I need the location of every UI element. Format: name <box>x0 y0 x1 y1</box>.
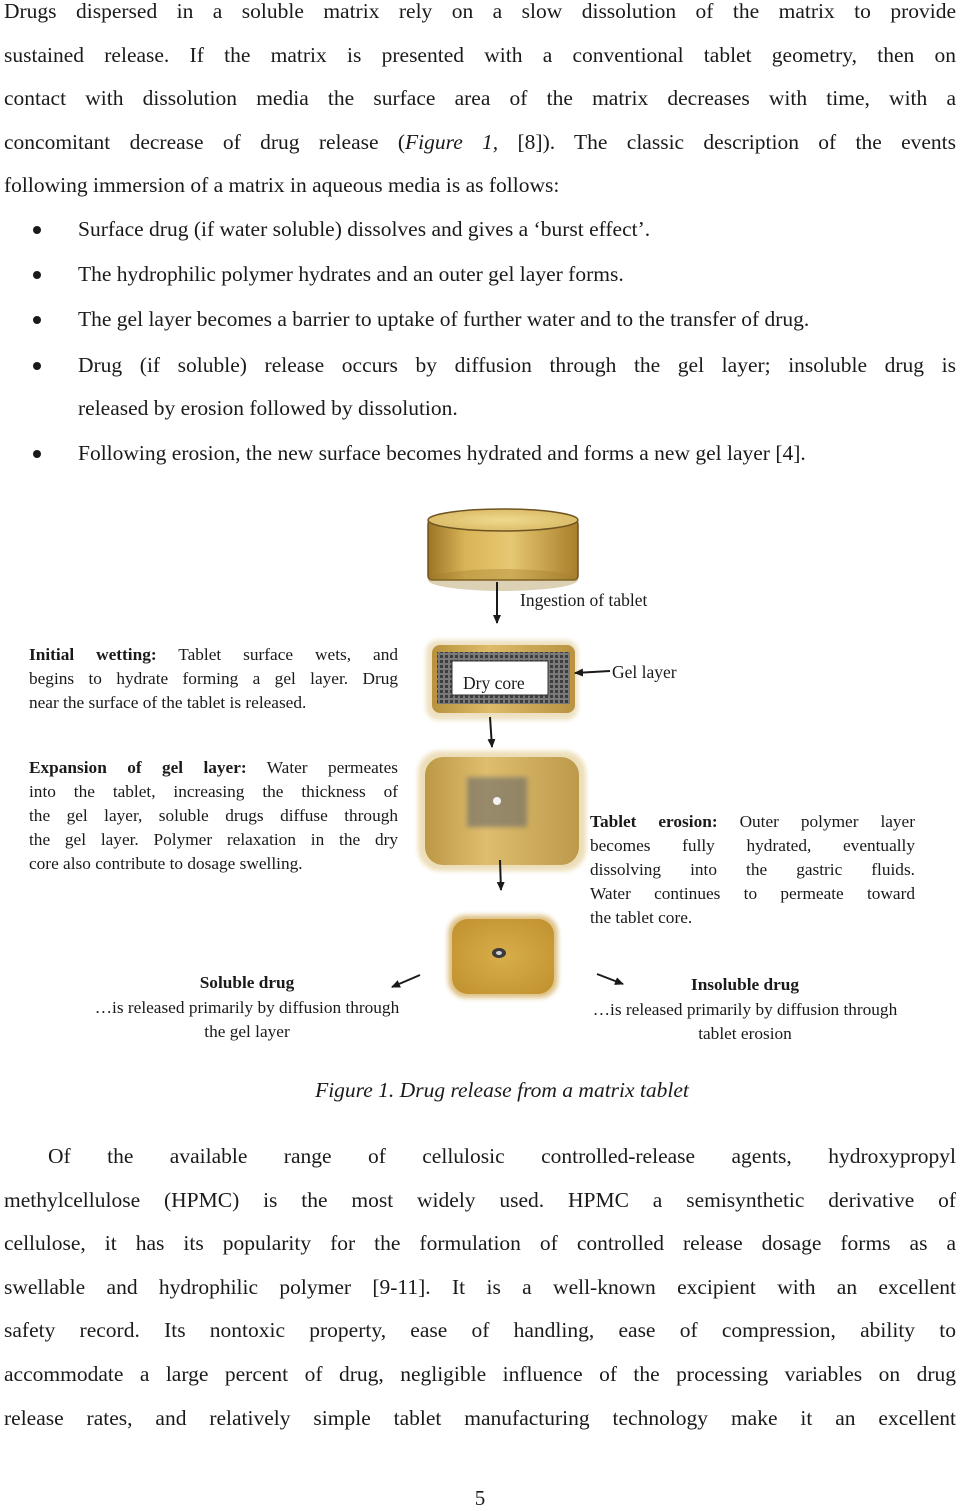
page-number: 5 <box>474 1486 486 1510</box>
dry-core-label: Dry core <box>463 673 525 693</box>
intro-text: [8]). The classic description of the events <box>498 129 957 154</box>
text-line: becomes fully hydrated, eventually <box>590 836 915 855</box>
text-line: the tablet core. <box>590 908 693 927</box>
ingestion-label: Ingestion of tablet <box>520 590 648 610</box>
text-line: …is released primarily by diffusion through <box>592 999 898 1019</box>
list-item-text: Drug (if soluble) release occurs by diffusion through the gel layer; insoluble drug is <box>78 352 956 377</box>
text-line <box>29 756 398 780</box>
figure-caption: Figure 1. Drug release from a matrix tablet <box>315 1078 689 1102</box>
initial-wetting-heading: Initial wetting: <box>29 645 157 664</box>
body-line: swellable and hydrophilic polymer [9-11]. It is a well-known excipient with an excellent <box>4 1274 956 1299</box>
intro-line: sustained release. If the matrix is presented with a conventional tablet geometry, then on <box>4 42 956 67</box>
list-item-text: Surface drug (if water soluble) dissolves and gives a ‘burst effect’. <box>78 217 651 241</box>
text-span: Tablet surface wets, and <box>156 645 398 664</box>
expansion-heading: Expansion of gel layer: <box>29 758 247 777</box>
body-line: Of the available range of cellulosic controlled-release agents, hydroxypropyl <box>48 1144 956 1168</box>
figure-drug-release <box>0 505 960 1065</box>
tablet-icon <box>428 509 578 591</box>
text-line: near the surface of the tablet is released. <box>29 693 307 712</box>
text-line: dissolving into the gastric fluids. <box>590 860 915 879</box>
text-line: the gel layer. Polymer relaxation in the dry <box>29 830 398 849</box>
text-line <box>29 643 398 667</box>
text-line: tablet erosion <box>698 1024 792 1043</box>
text-line: the gel layer <box>204 1022 290 1041</box>
event-list <box>0 208 960 478</box>
text-span: Outer polymer layer <box>717 812 915 831</box>
insoluble-drug-text <box>555 973 935 1047</box>
intro-text: concomitant decrease of drug release ( <box>4 129 406 154</box>
soluble-drug-text <box>55 971 439 1045</box>
gel-layer-label: Gel layer <box>612 662 677 682</box>
list-item-text: Following erosion, the new surface becomes hydrated and forms a new gel layer [4]. <box>78 441 806 466</box>
arrow-icon <box>500 860 501 890</box>
intro-line <box>4 121 956 165</box>
arrow-icon <box>575 671 610 673</box>
swollen-tablet-icon <box>418 751 586 871</box>
body-line: cellulose, it has its popularity for the formulation of controlled release dosage forms as a <box>4 1231 956 1256</box>
bullet-icon <box>33 362 41 370</box>
list-item <box>0 208 956 252</box>
expansion-text <box>29 756 398 876</box>
erosion-text <box>590 810 915 930</box>
list-item <box>0 298 956 342</box>
bullet-icon <box>33 226 41 234</box>
intro-paragraph <box>4 0 956 208</box>
erosion-heading: Tablet erosion: <box>590 812 718 831</box>
list-item <box>0 253 956 297</box>
bullet-icon <box>33 316 41 324</box>
list-item-text: The hydrophilic polymer hydrates and an outer gel layer forms. <box>78 262 624 287</box>
text-line: …is released primarily by diffusion through <box>94 997 400 1017</box>
body-line: methylcellulose (HPMC) is the most widely used. HPMC a semisynthetic derivative of <box>4 1187 956 1212</box>
text-line: core also contribute to dosage swelling. <box>29 854 303 873</box>
initial-wetting-text <box>29 643 398 715</box>
text-span: Water permeates <box>246 758 398 777</box>
list-item-text: The gel layer becomes a barrier to uptake of further water and to the transfer of drug. <box>78 307 810 332</box>
bullet-icon <box>33 450 41 458</box>
intro-line: contact with dissolution media the surface area of the matrix decreases with time, with a <box>4 86 956 111</box>
intro-line: Drugs dispersed in a soluble matrix rely on a slow dissolution of the matrix to provide <box>4 0 956 23</box>
insoluble-drug-heading: Insoluble drug <box>690 975 800 994</box>
list-item-text: released by erosion followed by dissolution. <box>78 396 458 421</box>
text-line: Water continues to permeate toward <box>590 884 915 903</box>
body-line: release rates, and relatively simple tablet manufacturing technology make it an excellent <box>4 1405 956 1430</box>
text-line: begins to hydrate forming a gel layer. Drug <box>29 669 398 688</box>
bullet-icon <box>33 271 41 279</box>
list-item <box>0 344 956 431</box>
intro-line: following immersion of a matrix in aqueous media is as follows: <box>4 173 560 198</box>
arrow-icon <box>490 717 492 747</box>
soluble-drug-heading: Soluble drug <box>199 973 295 992</box>
text-line <box>590 810 915 834</box>
text-line: into the tablet, increasing the thickness of <box>29 782 398 801</box>
list-item <box>0 432 956 476</box>
body-paragraph <box>4 1135 956 1440</box>
body-line: safety record. Its nontoxic property, ease of handling, ease of compression, ability to <box>4 1318 956 1343</box>
figure-reference: Figure 1, <box>405 129 499 154</box>
body-line: accommodate a large percent of drug, negligible influence of the processing variables on drug <box>4 1361 956 1386</box>
eroding-tablet-icon <box>448 915 558 998</box>
text-line: the gel layer, soluble drugs diffuse through <box>29 806 398 825</box>
